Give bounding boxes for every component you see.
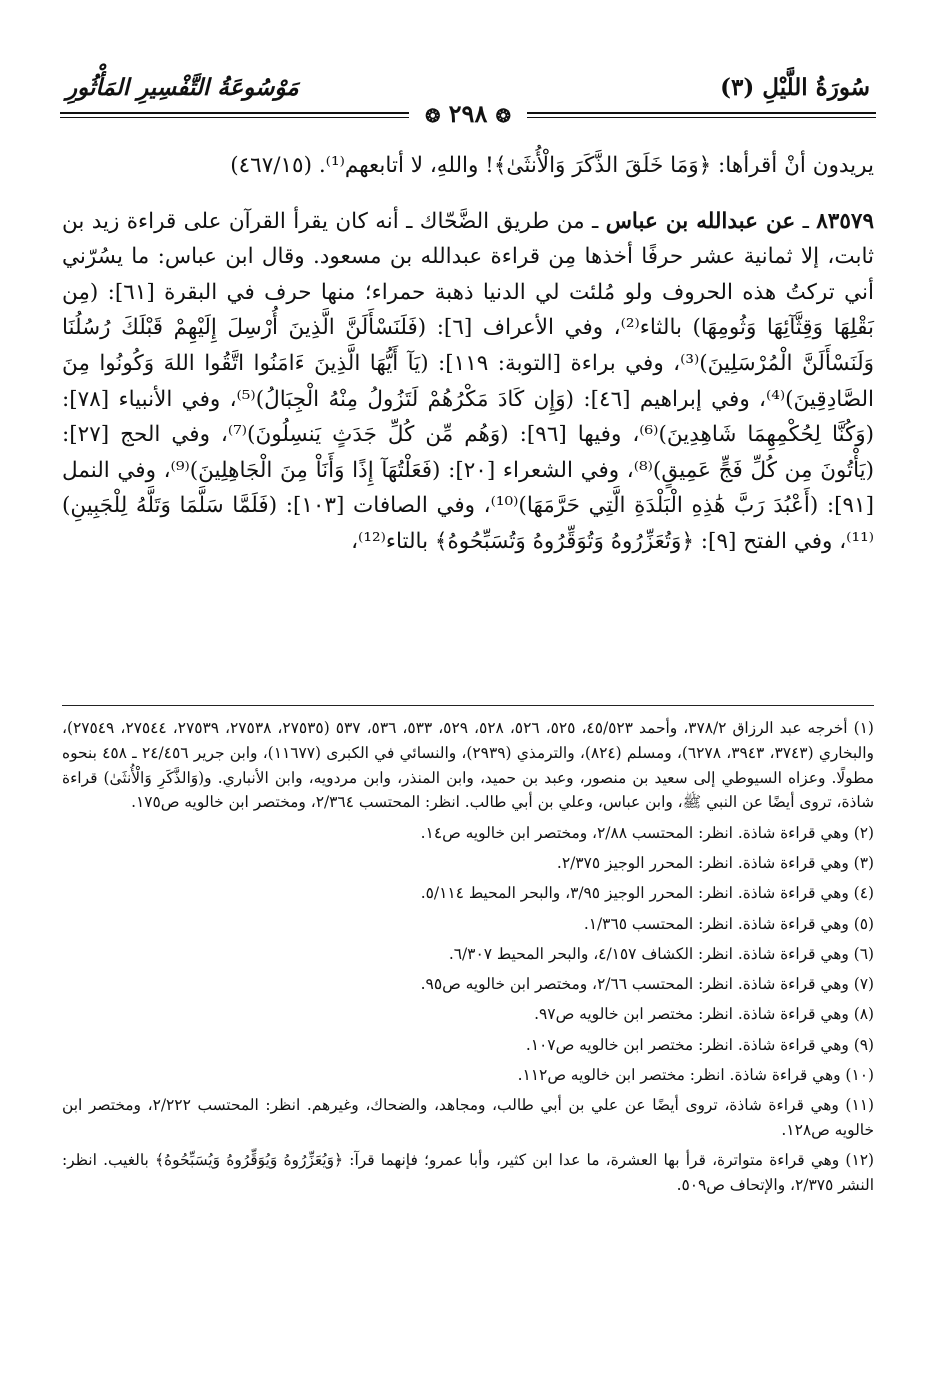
footnotes — [62, 716, 874, 1204]
footnote: (٥) وهي قراءة شاذة. انظر: المحتسب ١/٣٦٥. — [583, 914, 874, 933]
ornament-icon: ❂ — [495, 106, 511, 127]
footnote: (٢) وهي قراءة شاذة. انظر: المحتسب ٢/٨٨، ومختصر ابن خالويه ص١٤. — [420, 823, 874, 842]
footnote: (٦) وهي قراءة شاذة. انظر: الكشاف ٤/١٥٧، والبحر المحيط ٦/٣٠٧. — [448, 944, 874, 963]
athar-paragraph: ٨٣٥٧٩ ـ عن عبدالله بن عباس ـ من طريق الضَّحّاك ـ أنه كان يقرأ القرآن على قراءة زيد بن ثابت، إلا ثمانية عشر حرفًا أخذها مِن قراءة عبدالله بن مسعود. وقال ابن عباس: ما يسُرّني أني تركتُ هذه الحروف ولو مُلئت لي الدنيا ذهبة حمراء؛ منها حرف في البقرة [٦١]: (مِن بَقْلِهَا وَقِثَّآئِهَا وَثُومِهَا) بالثاء⁽²⁾، وفي الأعراف [٦]: (فَلَنَسْأَلَنَّ الَّذِينَ أُرْسِلَ إِلَيْهِمْ قَبْلَكَ رُسُلُنَا وَلَنَسْأَلَنَّ الْمُرْسَلِينَ)⁽³⁾، وفي براءة [التوبة: ١١٩]: (يَآ أَيُّهَا الَّذِينَ ءَامَنُوا اتَّقُوا اللهَ وَكُونُوا مِنَ الصَّادِقِينَ)⁽⁴⁾، وفي إبراهيم [٤٦]: (وَإِن كَادَ مَكْرُهُمْ لَتَزُولُ مِنْهُ الْجِبَالُ)⁽⁵⁾، وفي الأنبياء [٧٨]: (وَكُنَّا لِحُكْمِهِمَا شَاهِدِينَ)⁽⁶⁾، وفيها [٩٦]: (وَهُم مِّن كُلِّ جَدَثٍ يَنسِلُونَ)⁽⁷⁾، وفي الحج [٢٧]: (يَأْتُونَ مِن كُلِّ فَجٍّ عَمِيقٍ)⁽⁸⁾، وفي الشعراء [٢٠]: (فَعَلْتُهَآ إِذًا وَأَنَاْ مِنَ الْجَاهِلِينَ)⁽⁹⁾، وفي النمل [٩١]: (أَعْبُدَ رَبَّ هَٰذِهِ الْبَلْدَةِ الَّتِي حَرَّمَهَا)⁽¹⁰⁾، وفي الصافات [١٠٣]: (فَلَمَّا سَلَّمَا وَتَلَّهُ لِلْجَبِينِ)⁽¹¹⁾، وفي الفتح [٩]: ﴿وَتُعَزِّرُوهُ وَتُوَقِّرُوهُ وَتُسَبِّحُوهُ﴾ بالتاء⁽¹²⁾، — [62, 208, 875, 554]
footnote: (٣) وهي قراءة شاذة. انظر: المحرر الوجيز ٢/٣٧٥. — [556, 853, 874, 872]
page-number: ٢٩٨ — [448, 99, 488, 128]
footnote: (٧) وهي قراءة شاذة. انظر: المحتسب ٢/٦٦، ومختصر ابن خالويه ص٩٥. — [420, 975, 874, 994]
footnote-separator — [62, 705, 874, 706]
page-number-block — [0, 100, 936, 131]
athar-number: ٨٣٥٧٩ — [816, 208, 874, 234]
athar-text: ـ من طريق الضَّحّاك ـ أنه كان يقرأ القرآن على قراءة زيد بن ثابت، إلا ثمانية عشر حرفًا أخذها مِن قراءة عبدالله بن مسعود. وقال ابن عباس: ما يسُرّني أني تركتُ هذه الحروف ولو مُلئت لي الدنيا ذهبة حمراء؛ منها حرف في البقرة [٦١]: (مِن بَقْلِهَا وَقِثَّآئِهَا وَثُومِهَا) بالثاء⁽²⁾، وفي الأعراف [٦]: (فَلَنَسْأَلَنَّ الَّذِينَ أُرْسِلَ إِلَيْهِمْ قَبْلَكَ رُسُلُنَا وَلَنَسْأَلَنَّ الْمُرْسَلِينَ)⁽³⁾، وفي براءة [التوبة: ١١٩]: (يَآ أَيُّهَا الَّذِينَ ءَامَنُوا اتَّقُوا اللهَ وَكُونُوا مِنَ الصَّادِقِينَ)⁽⁴⁾، وفي إبراهيم [٤٦]: (وَإِن كَادَ مَكْرُهُمْ لَتَزُولُ مِنْهُ الْجِبَالُ)⁽⁵⁾، وفي الأنبياء [٧٨]: (وَكُنَّا لِحُكْمِهِمَا شَاهِدِينَ)⁽⁶⁾، وفيها [٩٦]: (وَهُم مِّن كُلِّ جَدَثٍ يَنسِلُونَ)⁽⁷⁾، وفي الحج [٢٧]: (يَأْتُونَ مِن كُلِّ فَجٍّ عَمِيقٍ)⁽⁸⁾، وفي الشعراء [٢٠]: (فَعَلْتُهَآ إِذًا وَأَنَاْ مِنَ الْجَاهِلِينَ)⁽⁹⁾، وفي النمل [٩١]: (أَعْبُدَ رَبَّ هَٰذِهِ الْبَلْدَةِ الَّتِي حَرَّمَهَا)⁽¹⁰⁾، وفي الصافات [١٠٣]: (فَلَمَّا سَلَّمَا وَتَلَّهُ لِلْجَبِينِ)⁽¹¹⁾، وفي الفتح [٩]: ﴿وَتُعَزِّرُوهُ وَتُوَقِّرُوهُ وَتُسَبِّحُوهُ﴾ بالتاء⁽¹²⁾، — [62, 208, 875, 554]
book-title: مَوْسُوعَةُ التَّفْسِيرِ المَأْثُورِ — [66, 74, 299, 101]
footnote: (٤) وهي قراءة شاذة. انظر: المحرر الوجيز ٣/٩٥، والبحر المحيط ٥/١١٤. — [420, 884, 874, 903]
footnote: (١٠) وهي قراءة شاذة. انظر: مختصر ابن خالويه ص١١٢. — [517, 1066, 874, 1085]
footnote: (١١) وهي قراءة شاذة، تروى أيضًا عن علي بن أبي طالب، ومجاهد، والضحاك، وغيرهم. انظر: المحتسب ٢/٢٢٢، ومختصر ابن خالويه ص١٢٨. — [62, 1096, 875, 1140]
footnote: (١) أخرجه عبد الرزاق ٣٧٨/٢، وأحمد ٤٥/٥٢٣، ٥٢٥، ٥٢٦، ٥٢٨، ٥٢٩، ٥٣٣، ٥٣٦، ٥٣٧ (٢٧٥٣٥، ٢٧٥٣٨، ٢٧٥٣٩، ٢٧٥٤٤، ٢٧٥٤٩)، والبخاري (٣٧٤٣، ٣٩٤٣، ٦٢٧٨)، ومسلم (٨٢٤)، والترمذي (٢٩٣٩)، والنسائي في الكبرى (١١٦٧٧)، وابن جرير ٢٤/٤٥٦ ـ ٤٥٨ بنحوه مطولًا. وعزاه السيوطي إلى سعيد بن منصور، وعبد بن حميد، وابن المنذر، وابن مردويه، وابن الأنباري. و(وَالذَّكَرِ وَالْأُنثَىٰ) قراءة شاذة، تروى أيضًا عن النبي ﷺ، وابن عباس، وعلي بن أبي طالب. انظر: المحتسب ٢/٣٦٤، ومختصر ابن خالويه ص١٧٥. — [62, 719, 874, 812]
footnote: (٩) وهي قراءة شاذة. انظر: مختصر ابن خالويه ص١٠٧. — [525, 1035, 874, 1054]
ornament-icon: ❂ — [425, 106, 441, 127]
surah-title: سُورَةُ اللَّيْلِ (٣) — [720, 74, 870, 101]
athar-narrator: عن عبدالله بن عباس — [605, 208, 796, 234]
footnote: (٨) وهي قراءة شاذة. انظر: مختصر ابن خالويه ص٩٧. — [534, 1005, 874, 1024]
footnote: (١٢) وهي قراءة متواترة، قرأ بها العشرة، ما عدا ابن كثير، وأبا عمرو؛ فإنهما قرآ: ﴿وَيُعَزِّرُوهُ وَيُوَقِّرُوهُ وَيُسَبِّحُوهُ﴾ بالغيب. انظر: النشر ٢/٣٧٥، والإتحاف ص٥٠٩. — [62, 1151, 874, 1195]
paragraph-continuation: يريدون أنْ أقرأها: ﴿وَمَا خَلَقَ الذَّكَرَ وَالْأُنثَىٰ﴾! واللهِ، لا أتابعهم⁽¹⁾. (٤٦٧/١٥) — [230, 153, 874, 178]
main-text — [62, 148, 874, 560]
